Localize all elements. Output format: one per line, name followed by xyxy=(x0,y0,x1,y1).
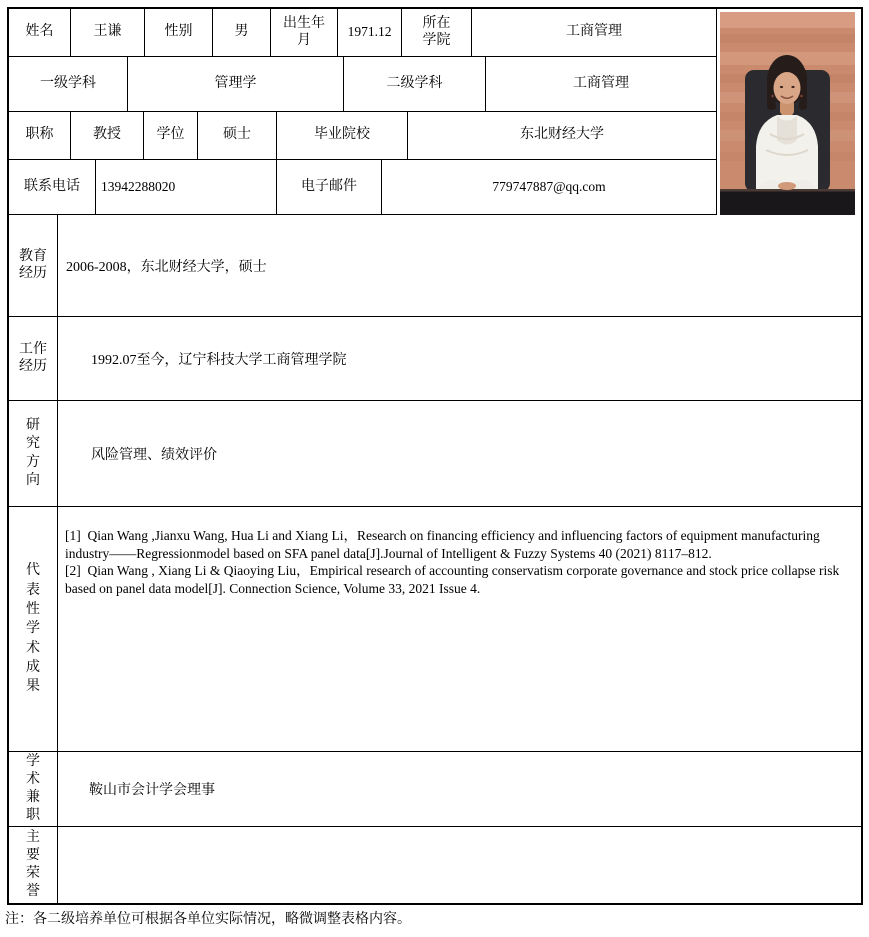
basic-info-grid xyxy=(9,9,717,215)
name-value-cell xyxy=(71,9,145,56)
education-row xyxy=(9,215,861,317)
honors-label-cell xyxy=(9,827,58,903)
publications-label: 代表性学术成果 xyxy=(26,563,40,695)
phone-value: 13942288020 xyxy=(101,178,176,194)
college-label: 所在学院 xyxy=(422,15,451,48)
publication-item-2: [2] Qian Wang , Xiang Li & Qiaoying Liu，Empirical research of accounting conservatism corporate governance and stock price collapse risk based on panel data model[J]. Connection Science, Volume 33, 2021 Issue 4. xyxy=(65,563,843,596)
discipline2-value-cell xyxy=(486,57,716,111)
education-label-cell xyxy=(9,215,58,316)
birth-label-cell xyxy=(271,9,338,56)
publication-item-1: [1] Qian Wang ,Jianxu Wang, Hua Li and Xiang Li，Research on financing efficiency and influencing factors of equipment manufacturing industry——Regressionmodel based on SFA panel data[J].Journal of Intelligent & Fuzzy Systems 40 (2021) 8117–812. xyxy=(65,528,824,561)
work-label: 工作经历 xyxy=(19,341,47,374)
birth-value: 1971.12 xyxy=(347,24,392,40)
discipline1-value-cell xyxy=(128,57,344,111)
parttime-row xyxy=(9,752,861,827)
education-label: 教育经历 xyxy=(19,248,47,281)
name-label-cell xyxy=(9,9,71,56)
discipline1-value: 管理学 xyxy=(214,75,257,91)
discipline1-label-cell xyxy=(9,57,128,111)
phone-label-cell xyxy=(9,160,96,214)
discipline2-label: 二级学科 xyxy=(386,75,443,91)
research-content xyxy=(58,401,861,506)
work-content xyxy=(58,317,861,400)
footnote: 注：各二级培养单位可根据各单位实际情况，略微调整表格内容。 xyxy=(5,912,411,927)
honors-content xyxy=(58,827,861,903)
email-label-cell xyxy=(277,160,382,214)
degree-label-cell xyxy=(144,112,198,159)
name-value: 王谦 xyxy=(93,24,122,40)
parttime-content xyxy=(58,752,861,826)
portrait-photo xyxy=(720,12,855,215)
school-label-cell xyxy=(277,112,408,159)
discipline2-value: 工商管理 xyxy=(573,75,629,91)
work-label-cell xyxy=(9,317,58,400)
research-value: 风险管理、绩效评价 xyxy=(91,447,217,463)
row-title-degree-school xyxy=(9,112,716,160)
school-value-cell xyxy=(408,112,716,159)
email-value-cell xyxy=(382,160,716,214)
honors-label: 主要荣誉 xyxy=(26,829,40,900)
work-value: 1992.07至今，辽宁科技大学工商管理学院 xyxy=(91,352,347,368)
title-label: 职称 xyxy=(25,127,54,143)
degree-value: 硕士 xyxy=(223,127,251,143)
row-contact xyxy=(9,160,716,215)
research-label-cell xyxy=(9,401,58,506)
resume-table xyxy=(7,7,863,905)
education-content xyxy=(58,215,861,316)
school-label: 毕业院校 xyxy=(314,127,370,143)
gender-value: 男 xyxy=(234,24,249,40)
degree-value-cell xyxy=(198,112,277,159)
birth-value-cell xyxy=(338,9,402,56)
degree-label: 学位 xyxy=(156,127,185,143)
school-value: 东北财经大学 xyxy=(520,127,604,143)
college-value: 工商管理 xyxy=(566,24,622,40)
research-row xyxy=(9,401,861,507)
education-value: 2006-2008，东北财经大学，硕士 xyxy=(66,259,267,275)
parttime-value: 鞍山市会计学会理事 xyxy=(89,783,215,798)
parttime-label: 学术兼职 xyxy=(26,753,40,824)
discipline2-label-cell xyxy=(344,57,486,111)
gender-label-cell xyxy=(145,9,213,56)
college-label-cell xyxy=(402,9,472,56)
honors-row xyxy=(9,827,861,903)
email-label: 电子邮件 xyxy=(301,178,357,194)
gender-value-cell xyxy=(213,9,271,56)
publications-row xyxy=(9,507,861,752)
work-row xyxy=(9,317,861,401)
basic-info-section xyxy=(9,9,861,215)
phone-value-cell xyxy=(96,160,277,214)
row-disciplines xyxy=(9,57,716,112)
gender-label: 性别 xyxy=(164,24,193,40)
college-value-cell xyxy=(472,9,716,56)
publications-content xyxy=(58,507,861,751)
title-value: 教授 xyxy=(93,127,121,143)
publications-label-cell xyxy=(9,507,58,751)
phone-label: 联系电话 xyxy=(24,178,80,194)
name-label: 姓名 xyxy=(25,24,54,40)
birth-label: 出生年月 xyxy=(283,15,325,48)
research-label: 研究方向 xyxy=(26,418,40,488)
title-label-cell xyxy=(9,112,71,159)
email-value: 779747887@qq.com xyxy=(492,178,606,194)
parttime-label-cell xyxy=(9,752,58,826)
title-value-cell xyxy=(71,112,144,159)
photo-cell xyxy=(717,9,861,215)
row-name-gender-birth xyxy=(9,9,716,57)
discipline1-label: 一级学科 xyxy=(40,75,96,91)
